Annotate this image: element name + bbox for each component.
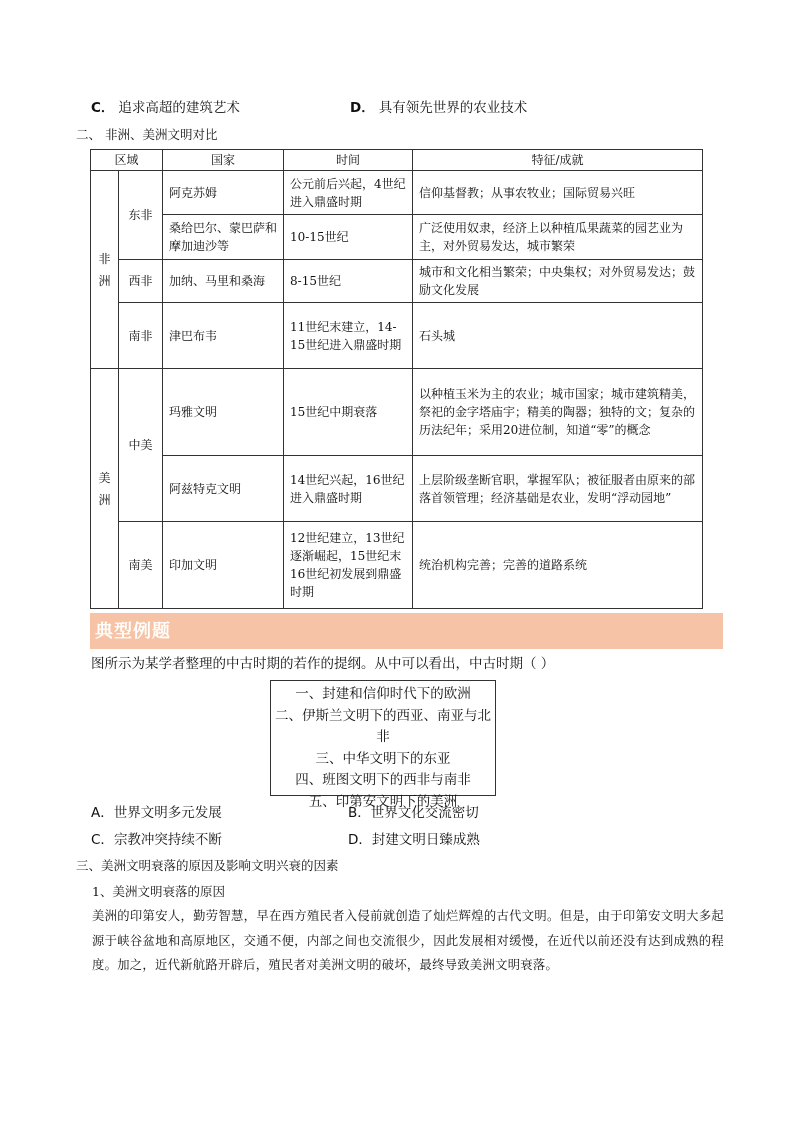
table-row xyxy=(91,522,703,609)
country-cell: 玛雅文明 xyxy=(163,369,284,456)
features-cell: 上层阶级垄断官职，掌握军队；被征服者由原来的部落首领管理；经济基础是农业，发明“浮动园地” xyxy=(413,456,703,522)
paragraph-text: 美洲的印第安人，勤劳智慧，早在西方殖民者入侵前就创造了灿烂辉煌的古代文明。但是，由于印第安文明大多起源于峡谷盆地和高原地区，交通不便，内部之间也交流很少，因此发展相对缓慢，在近代以前还没有达到成熟的程度。加之，近代新航路开辟后，殖民者对美洲文明的破坏，最终导致美洲文明衰落。 xyxy=(92,909,724,972)
option-text: 世界文明多元发展 xyxy=(113,805,222,821)
country-cell: 阿克苏姆 xyxy=(163,171,284,215)
region-africa-label: 非洲 xyxy=(98,251,111,288)
answer-c[interactable] xyxy=(91,828,222,848)
time-cell: 8-15世纪 xyxy=(284,260,413,303)
time-cell: 11世纪末建立，14-15世纪进入鼎盛时期 xyxy=(284,303,413,369)
table-row xyxy=(91,171,703,215)
region-africa xyxy=(91,171,119,369)
table-row xyxy=(91,260,703,303)
option-letter: A． xyxy=(91,805,114,821)
time-cell: 14世纪兴起，16世纪进入鼎盛时期 xyxy=(284,456,413,522)
region-america-label: 美洲 xyxy=(98,470,111,507)
outline-box xyxy=(270,680,496,810)
option-letter: D． xyxy=(348,832,372,848)
example-banner xyxy=(90,613,723,649)
answer-a[interactable] xyxy=(91,801,222,821)
table-row xyxy=(91,456,703,522)
option-text: 宗教冲突持续不断 xyxy=(113,832,222,848)
features-cell: 以种植玉米为主的农业；城市国家；城市建筑精美，祭祀的金字塔庙宇；精美的陶器；独特的文；复杂的历法纪年；采用20进位制，知道“零”的概念 xyxy=(413,369,703,456)
header-country: 国家 xyxy=(163,150,284,171)
option-letter: D． xyxy=(350,100,375,116)
table-row xyxy=(91,303,703,369)
option-text: 追求高超的建筑艺术 xyxy=(118,100,240,116)
outline-item: 三、中华文明下的东亚 xyxy=(315,750,451,767)
table-row xyxy=(91,215,703,260)
option-text: 封建文明日臻成熟 xyxy=(371,832,480,848)
features-cell: 广泛使用奴隶，经济上以种植瓜果蔬菜的园艺业为主，对外贸易发达，城市繁荣 xyxy=(413,215,703,260)
option-letter: B． xyxy=(348,805,371,821)
features-cell: 石头城 xyxy=(413,303,703,369)
question-text: 图所示为某学者整理的中古时期的若作的提纲。从中可以看出，中古时期（ ） xyxy=(91,656,555,672)
table-row xyxy=(91,369,703,456)
time-cell: 15世纪中期衰落 xyxy=(284,369,413,456)
subregion-west-africa: 西非 xyxy=(119,260,163,303)
section-3-title: 三、美洲文明衰落的原因及影响文明兴衰的因素 xyxy=(76,858,339,873)
country-cell: 津巴布韦 xyxy=(163,303,284,369)
subregion-south-america: 南美 xyxy=(119,522,163,609)
time-cell: 10-15世纪 xyxy=(284,215,413,260)
header-time: 时间 xyxy=(284,150,413,171)
country-cell: 加纳、马里和桑海 xyxy=(163,260,284,303)
region-america xyxy=(91,369,119,609)
section-2-title: 二、 非洲、美洲文明对比 xyxy=(76,127,218,142)
header-features: 特征/成就 xyxy=(413,150,703,171)
features-cell: 城市和文化相当繁荣；中央集权；对外贸易发达；鼓励文化发展 xyxy=(413,260,703,303)
option-letter: C． xyxy=(91,100,115,116)
banner-title: 典型例题 xyxy=(95,621,171,642)
country-cell: 印加文明 xyxy=(163,522,284,609)
subregion-south-africa: 南非 xyxy=(119,303,163,369)
outline-item: 四、班图文明下的西非与南非 xyxy=(295,772,471,788)
option-d-top xyxy=(350,96,527,116)
time-cell: 12世纪建立，13世纪逐渐崛起，15世纪末16世纪初发展到鼎盛时期 xyxy=(284,522,413,609)
outline-item: 五、印第安文明下的美洲 xyxy=(308,793,458,810)
country-cell: 桑给巴尔、蒙巴萨和摩加迪沙等 xyxy=(163,215,284,260)
answer-b[interactable] xyxy=(348,801,479,821)
features-cell: 信仰基督教；从事农牧业；国际贸易兴旺 xyxy=(413,171,703,215)
outline-item: 二、伊斯兰文明下的西亚、南亚与北非 xyxy=(275,707,491,745)
option-text: 世界文化交流密切 xyxy=(370,805,479,821)
comparison-table xyxy=(90,149,703,609)
outline-item: 一、封建和信仰时代下的欧洲 xyxy=(295,686,471,702)
subregion-east-africa: 东非 xyxy=(119,171,163,260)
table-header-row xyxy=(91,150,703,171)
option-letter: C． xyxy=(91,832,114,848)
time-cell: 公元前后兴起，4世纪进入鼎盛时期 xyxy=(284,171,413,215)
option-c-top xyxy=(91,96,240,116)
subregion-central-america: 中美 xyxy=(119,369,163,522)
features-cell: 统治机构完善；完善的道路系统 xyxy=(413,522,703,609)
country-cell: 阿兹特克文明 xyxy=(163,456,284,522)
header-region: 区域 xyxy=(91,150,163,171)
subsection-title: 1、美洲文明衰落的原因 xyxy=(92,884,225,899)
answer-d[interactable] xyxy=(348,828,480,848)
option-text: 具有领先世界的农业技术 xyxy=(378,100,528,116)
